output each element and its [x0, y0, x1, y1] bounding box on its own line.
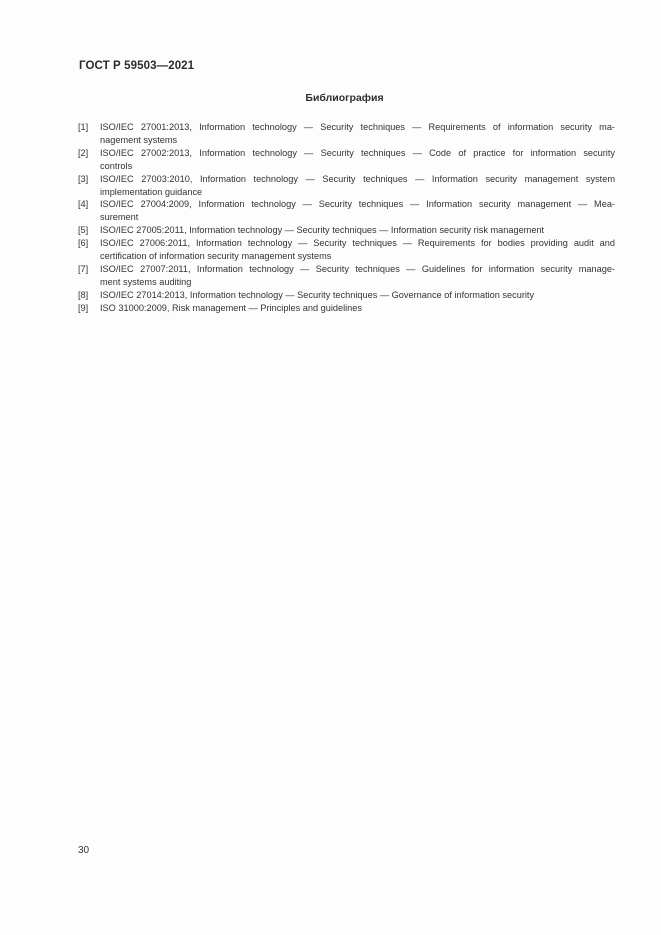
entry-text [100, 173, 615, 199]
entry-text [100, 289, 615, 302]
entry-line: ISO/IEC 27001:2013, Information technology — Security techniques — Requirements of information security ma- [100, 122, 615, 132]
entry-line: ISO/IEC 27002:2013, Information technology — Security techniques — Code of practice for information security [100, 147, 615, 158]
entry-line: ISO/IEC 27004:2009, Information technology — Security techniques — Information security management — Mea- [100, 199, 615, 210]
entry-text [100, 263, 615, 289]
entry-text [100, 198, 615, 224]
bibliography-entry-3 [78, 173, 615, 199]
section-title: Библиография [305, 92, 384, 104]
bibliography-entry-5 [78, 224, 615, 237]
entry-number: [3] [78, 173, 89, 184]
bibliography-entry-4 [78, 198, 615, 224]
entry-line: ISO/IEC 27003:2010, Information technology — Security techniques — Information security management system [100, 173, 615, 184]
bibliography-entry-2 [78, 147, 615, 173]
entry-line: nagement systems [100, 134, 178, 145]
entry-text [100, 121, 615, 147]
entry-line: certification of information security management systems [100, 251, 332, 262]
entry-text [100, 237, 615, 263]
page-number: 30 [78, 845, 90, 856]
bibliography-entry-1 [78, 121, 615, 147]
bibliography-entry-6 [78, 237, 615, 263]
entry-line: controls [100, 160, 133, 171]
entry-line: ISO/IEC 27006:2011, Information technology — Security techniques — Requirements for bodies providing audit and [100, 238, 615, 249]
entry-text [100, 224, 615, 237]
entry-text [100, 302, 615, 315]
entry-number: [4] [78, 199, 89, 210]
entry-number: [9] [78, 302, 89, 313]
bibliography-entry-7 [78, 263, 615, 289]
bibliography-entry-8 [78, 289, 615, 302]
entry-number: [2] [78, 147, 89, 158]
entry-line: ISO/IEC 27014:2013, Information technology — Security techniques — Governance of information security [100, 289, 535, 300]
entry-line: ment systems auditing [100, 276, 192, 287]
entry-line: surement [100, 212, 139, 223]
entry-text [100, 147, 615, 173]
entry-number: [7] [78, 263, 89, 274]
entry-line: ISO/IEC 27007:2011, Information technology — Security techniques — Guidelines for information security manage- [100, 263, 615, 274]
bibliography-entry-9 [78, 302, 615, 315]
entry-number: [8] [78, 289, 89, 300]
entry-line: ISO 31000:2009, Risk management — Principles and guidelines [100, 302, 362, 313]
entry-line: implementation guidance [100, 186, 203, 197]
entry-number: [1] [78, 122, 89, 132]
entry-number: [5] [78, 225, 89, 236]
entry-line: ISO/IEC 27005:2011, Information technology — Security techniques — Information security risk management [100, 225, 545, 236]
document-header-standard-id: ГОСТ Р 59503—2021 [79, 60, 195, 72]
entry-number: [6] [78, 238, 89, 249]
bibliography-list [78, 121, 615, 315]
